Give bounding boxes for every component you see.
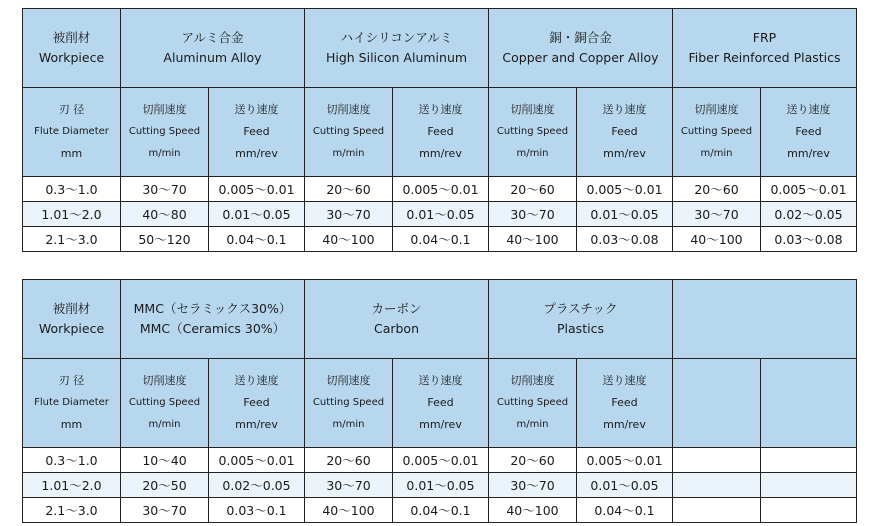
- speed-cell: 10〜40: [121, 448, 209, 473]
- material-label-en: Carbon: [373, 321, 420, 336]
- diameter-unit: mm: [60, 418, 83, 431]
- feed-label-en: Feed: [427, 396, 454, 409]
- workpiece-label-en: Workpiece: [38, 321, 105, 336]
- feed-label-jp: 送り速度: [234, 374, 279, 387]
- speed-label-jp: 切削速度: [510, 103, 555, 116]
- feed-cell: 0.02〜0.05: [209, 473, 305, 498]
- feed-cell: 0.005〜0.01: [393, 448, 489, 473]
- speed-cell: 20〜60: [305, 448, 393, 473]
- feed-cell: 0.04〜0.1: [393, 227, 489, 252]
- feed-label-jp: 送り速度: [602, 103, 647, 116]
- speed-label-jp: 切削速度: [326, 103, 371, 116]
- feed-header: [577, 359, 673, 448]
- material-label-jp: プラスチック: [543, 301, 618, 316]
- feed-cell: 0.005〜0.01: [393, 177, 489, 202]
- feed-cell: 0.005〜0.01: [209, 177, 305, 202]
- material-label-jp: 銅・銅合金: [549, 30, 612, 45]
- feed-cell: 0.01〜0.05: [577, 202, 673, 227]
- feed-cell: 0.04〜0.1: [209, 227, 305, 252]
- speed-cell: 30〜70: [305, 473, 393, 498]
- cutting-speed-header: [489, 88, 577, 177]
- diameter-label-en: Flute Diameter: [34, 397, 109, 408]
- speed-unit: m/min: [148, 419, 181, 430]
- material-label-en: Aluminum Alloy: [163, 50, 262, 65]
- table-row: [23, 227, 857, 252]
- speed-label-en: Cutting Speed: [496, 126, 569, 137]
- feed-label-jp: 送り速度: [786, 103, 831, 116]
- flute-diameter-header: [23, 88, 121, 177]
- material-label-en: Copper and Copper Alloy: [502, 50, 659, 65]
- table-row: [23, 473, 857, 498]
- material-header-row: [23, 9, 857, 88]
- feed-cell: 0.03〜0.08: [761, 227, 857, 252]
- speed-label-en: Cutting Speed: [128, 126, 201, 137]
- feed-unit: mm/rev: [235, 147, 278, 160]
- feed-cell: 0.01〜0.05: [209, 202, 305, 227]
- empty-cell: [673, 473, 761, 498]
- feed-label-jp: 送り速度: [418, 374, 463, 387]
- feed-cell: 0.005〜0.01: [577, 177, 673, 202]
- empty-cell: [673, 448, 761, 473]
- workpiece-header: [23, 280, 121, 359]
- empty-cell: [761, 473, 857, 498]
- table-row: [23, 202, 857, 227]
- material-label-frp: FRP: [752, 30, 777, 45]
- empty-parameter-cell: [673, 359, 761, 448]
- flute-diameter-cell: 0.3〜1.0: [23, 448, 121, 473]
- feed-unit: mm/rev: [419, 147, 462, 160]
- speed-cell: 40〜100: [305, 227, 393, 252]
- material-label-en: MMC（Ceramics 30%）: [139, 321, 286, 336]
- feed-cell: 0.01〜0.05: [393, 473, 489, 498]
- speed-cell: 40〜100: [489, 227, 577, 252]
- workpiece-label-en: Workpiece: [38, 50, 105, 65]
- feed-cell: 0.005〜0.01: [577, 448, 673, 473]
- feed-cell: 0.01〜0.05: [393, 202, 489, 227]
- cutting-conditions-table-1: [22, 8, 857, 252]
- speed-cell: 40〜100: [489, 498, 577, 523]
- feed-label-en: Feed: [611, 396, 638, 409]
- material-plastics: [489, 280, 673, 359]
- feed-cell: 0.005〜0.01: [209, 448, 305, 473]
- feed-label-en: Feed: [611, 125, 638, 138]
- feed-label-en: Feed: [795, 125, 822, 138]
- empty-cell: [761, 498, 857, 523]
- flute-diameter-cell: 0.3〜1.0: [23, 177, 121, 202]
- speed-label-en: Cutting Speed: [312, 126, 385, 137]
- diameter-label-jp: 刃 径: [58, 374, 85, 387]
- table-row: [23, 498, 857, 523]
- cutting-speed-header: [673, 88, 761, 177]
- feed-label-en: Feed: [243, 396, 270, 409]
- feed-label-jp: 送り速度: [418, 103, 463, 116]
- material-header-row: [23, 280, 857, 359]
- material-copper-alloy: [489, 9, 673, 88]
- empty-parameter-cell: [761, 359, 857, 448]
- empty-cell: [673, 498, 761, 523]
- material-high-silicon-aluminum: [305, 9, 489, 88]
- speed-unit: m/min: [332, 148, 365, 159]
- feed-unit: mm/rev: [603, 418, 646, 431]
- speed-cell: 30〜70: [489, 202, 577, 227]
- diameter-label-en: Flute Diameter: [34, 126, 109, 137]
- material-label-jp: カーボン: [371, 301, 422, 316]
- feed-unit: mm/rev: [419, 418, 462, 431]
- feed-cell: 0.04〜0.1: [577, 498, 673, 523]
- material-frp: [673, 9, 857, 88]
- empty-cell: [761, 448, 857, 473]
- empty-header-cell: [673, 280, 857, 359]
- speed-label-jp: 切削速度: [142, 374, 187, 387]
- table-row: [23, 448, 857, 473]
- material-label-en: Plastics: [557, 321, 604, 336]
- feed-cell: 0.005〜0.01: [761, 177, 857, 202]
- material-label-jp: ハイシリコンアルミ: [340, 30, 453, 45]
- flute-diameter-cell: 1.01〜2.0: [23, 202, 121, 227]
- feed-header: [577, 88, 673, 177]
- material-label-jp: アルミ合金: [181, 30, 244, 45]
- cutting-speed-header: [121, 88, 209, 177]
- feed-cell: 0.01〜0.05: [577, 473, 673, 498]
- speed-cell: 40〜100: [673, 227, 761, 252]
- feed-cell: 0.03〜0.08: [577, 227, 673, 252]
- feed-label-en: Feed: [427, 125, 454, 138]
- flute-diameter-cell: 2.1〜3.0: [23, 498, 121, 523]
- parameter-header-row: [23, 88, 857, 177]
- speed-cell: 30〜70: [121, 498, 209, 523]
- feed-header: [393, 88, 489, 177]
- feed-label-jp: 送り速度: [234, 103, 279, 116]
- speed-cell: 40〜80: [121, 202, 209, 227]
- speed-cell: 30〜70: [489, 473, 577, 498]
- speed-cell: 30〜70: [305, 202, 393, 227]
- cutting-speed-header: [305, 88, 393, 177]
- workpiece-label-jp: 被削材: [52, 30, 91, 45]
- flute-diameter-cell: 1.01〜2.0: [23, 473, 121, 498]
- speed-unit: m/min: [516, 148, 549, 159]
- speed-label-jp: 切削速度: [694, 103, 739, 116]
- cutting-speed-header: [121, 359, 209, 448]
- speed-unit: m/min: [148, 148, 181, 159]
- material-label-jp: MMC（セラミックス30%）: [133, 301, 292, 316]
- speed-cell: 30〜70: [121, 177, 209, 202]
- parameter-header-row: [23, 359, 857, 448]
- flute-diameter-cell: 2.1〜3.0: [23, 227, 121, 252]
- speed-cell: 30〜70: [673, 202, 761, 227]
- feed-label-en: Feed: [243, 125, 270, 138]
- speed-cell: 20〜60: [673, 177, 761, 202]
- material-carbon: [305, 280, 489, 359]
- workpiece-header: [23, 9, 121, 88]
- feed-cell: 0.02〜0.05: [761, 202, 857, 227]
- speed-label-jp: 切削速度: [142, 103, 187, 116]
- feed-header: [209, 359, 305, 448]
- material-label-en: High Silicon Aluminum: [325, 50, 468, 65]
- speed-label-en: Cutting Speed: [312, 397, 385, 408]
- feed-cell: 0.03〜0.1: [209, 498, 305, 523]
- speed-cell: 40〜100: [305, 498, 393, 523]
- speed-unit: m/min: [332, 419, 365, 430]
- cutting-speed-header: [489, 359, 577, 448]
- speed-unit: m/min: [700, 148, 733, 159]
- material-aluminum-alloy: [121, 9, 305, 88]
- workpiece-label-jp: 被削材: [52, 301, 91, 316]
- speed-cell: 20〜60: [305, 177, 393, 202]
- cutting-conditions-table-2: [22, 279, 857, 523]
- speed-label-en: Cutting Speed: [680, 126, 753, 137]
- speed-cell: 20〜50: [121, 473, 209, 498]
- speed-label-en: Cutting Speed: [128, 397, 201, 408]
- speed-cell: 20〜60: [489, 177, 577, 202]
- feed-unit: mm/rev: [603, 147, 646, 160]
- feed-header: [393, 359, 489, 448]
- speed-cell: 50〜120: [121, 227, 209, 252]
- material-label-en: Fiber Reinforced Plastics: [688, 50, 841, 65]
- feed-label-jp: 送り速度: [602, 374, 647, 387]
- diameter-unit: mm: [60, 147, 83, 160]
- speed-label-jp: 切削速度: [510, 374, 555, 387]
- feed-header: [761, 88, 857, 177]
- speed-label-jp: 切削速度: [326, 374, 371, 387]
- feed-unit: mm/rev: [235, 418, 278, 431]
- speed-label-en: Cutting Speed: [496, 397, 569, 408]
- feed-header: [209, 88, 305, 177]
- table-row: [23, 177, 857, 202]
- cutting-speed-header: [305, 359, 393, 448]
- speed-unit: m/min: [516, 419, 549, 430]
- diameter-label-jp: 刃 径: [58, 103, 85, 116]
- flute-diameter-header: [23, 359, 121, 448]
- speed-cell: 20〜60: [489, 448, 577, 473]
- feed-cell: 0.04〜0.1: [393, 498, 489, 523]
- feed-unit: mm/rev: [787, 147, 830, 160]
- material-mmc: [121, 280, 305, 359]
